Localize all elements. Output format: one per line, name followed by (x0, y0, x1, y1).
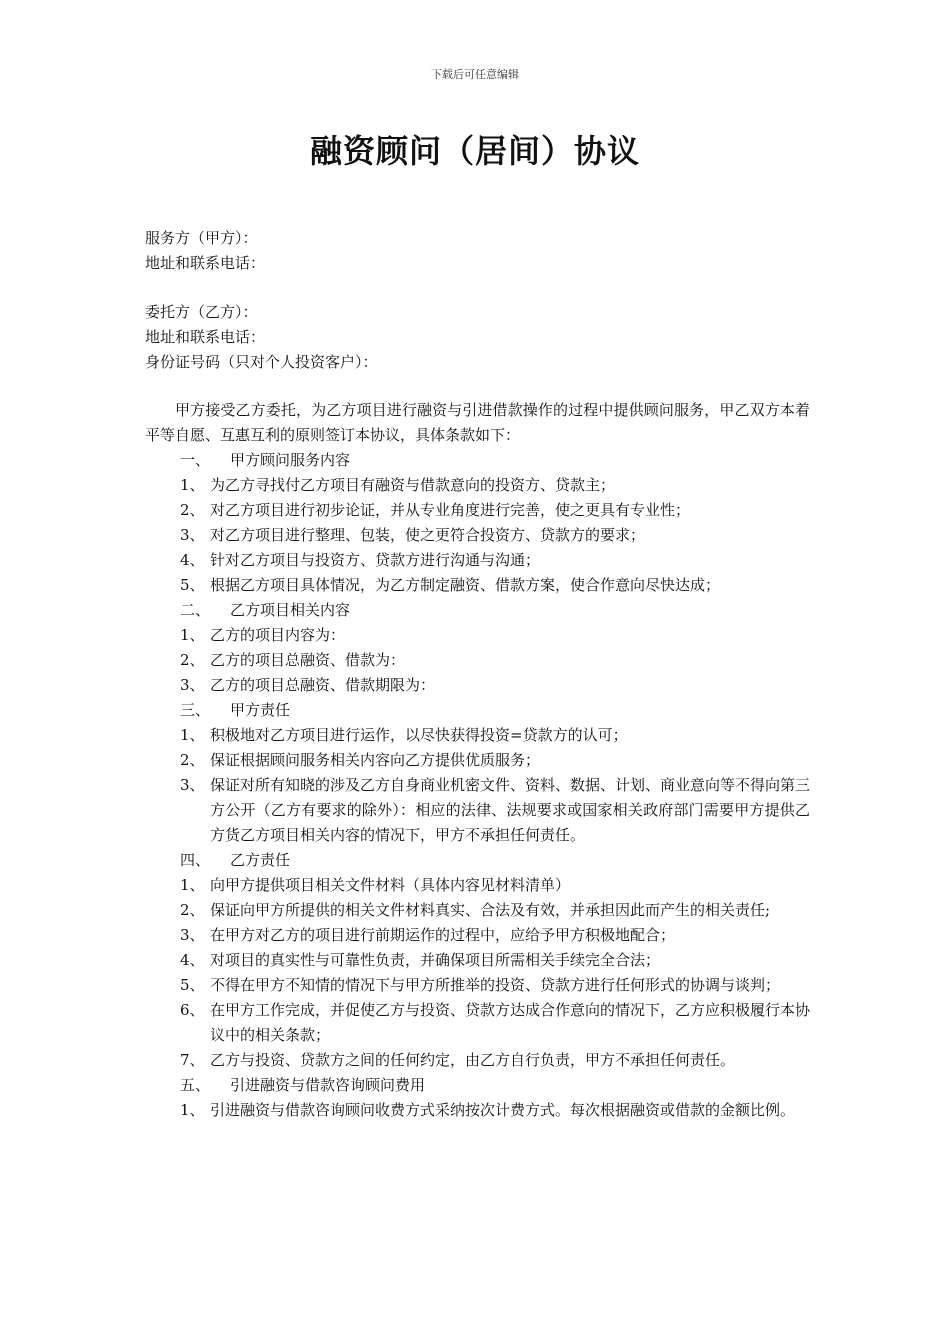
section-number: 二、 (180, 601, 211, 619)
clause-item (145, 573, 810, 598)
clause-item (145, 673, 810, 698)
section-heading (145, 1073, 810, 1098)
clause-number: 3、 (180, 926, 205, 944)
clause-number: 7、 (180, 1051, 205, 1069)
clause-text: 对乙方项目进行整理、包装，使之更符合投资方、贷款方的要求； (210, 526, 646, 544)
section-title: 甲方责任 (230, 701, 291, 719)
clause-item (145, 948, 810, 973)
clause-item (145, 548, 810, 573)
party-b-contact-label: 地址和联系电话： (145, 328, 266, 346)
party-a-label: 服务方（甲方）： (145, 229, 258, 247)
clause-number: 3、 (180, 776, 205, 794)
clause-item (145, 773, 810, 848)
clause-number: 4、 (180, 951, 205, 969)
section-heading (145, 698, 810, 723)
parties-block (145, 226, 815, 375)
section-title: 乙方项目相关内容 (230, 601, 351, 619)
spacer (145, 276, 815, 300)
clause-number: 5、 (180, 576, 205, 594)
section-heading (145, 448, 810, 473)
clause-item (145, 973, 810, 998)
agreement-body (145, 398, 810, 1123)
clause-number: 3、 (180, 526, 205, 544)
section-number: 五、 (180, 1076, 211, 1094)
clause-number: 1、 (180, 876, 205, 894)
clause-item (145, 498, 810, 523)
clause-text: 乙方与投资、贷款方之间的任何约定，由乙方自行负责，甲方不承担任何责任。 (210, 1051, 736, 1069)
clause-item (145, 748, 810, 773)
clause-text: 对乙方项目进行初步论证，并从专业角度进行完善，使之更具有专业性； (210, 501, 691, 519)
clause-number: 1、 (180, 1101, 205, 1119)
clause-text: 在甲方工作完成，并促使乙方与投资、贷款方达成合作意向的情况下，乙方应积极履行本协议中的相关条款； (210, 1001, 811, 1044)
clause-text: 乙方的项目总融资、借款为： (210, 651, 406, 669)
clause-text: 向甲方提供项目相关文件材料（具体内容见材料清单） (210, 876, 571, 894)
clause-text: 乙方的项目总融资、借款期限为： (210, 676, 436, 694)
clause-text: 保证对所有知晓的涉及乙方自身商业机密文件、资料、数据、计划、商业意向等不得向第三方公开（乙方有要求的除外）：相应的法律、法规要求或国家相关政府部门需要甲方提供乙方货乙方项目相关内容的情况下，甲方不承担任何责任。 (210, 776, 811, 844)
clause-item (145, 1098, 810, 1123)
clause-item (145, 648, 810, 673)
clause-text: 积极地对乙方项目进行运作，以尽快获得投资=贷款方的认可； (210, 726, 628, 744)
clause-number: 1、 (180, 626, 205, 644)
clause-text: 在甲方对乙方的项目进行前期运作的过程中，应给予甲方积极地配合； (210, 926, 676, 944)
clause-number: 1、 (180, 726, 205, 744)
party-a-contact-label: 地址和联系电话： (145, 254, 266, 272)
clause-number: 6、 (180, 1001, 205, 1019)
party-b-label: 委托方（乙方）： (145, 303, 258, 321)
header-note: 下载后可任意编辑 (431, 68, 519, 81)
section-title: 引进融资与借款咨询顾问费用 (230, 1076, 426, 1094)
clause-text: 针对乙方项目与投资方、贷款方进行沟通与沟通； (210, 551, 541, 569)
clause-number: 2、 (180, 651, 205, 669)
party-b-id-label: 身份证号码（只对个人投资客户）： (145, 353, 378, 371)
section-heading (145, 848, 810, 873)
section-title: 甲方顾问服务内容 (230, 451, 351, 469)
clause-number: 2、 (180, 901, 205, 919)
clause-item (145, 1048, 810, 1073)
clause-item (145, 723, 810, 748)
section-title: 乙方责任 (230, 851, 291, 869)
section-number: 三、 (180, 701, 211, 719)
clause-number: 5、 (180, 976, 205, 994)
clause-number: 2、 (180, 501, 205, 519)
intro-paragraph: 甲方接受乙方委托，为乙方项目进行融资与引进借款操作的过程中提供顾问服务，甲乙双方本着平等自愿、互惠互利的原则签订本协议，具体条款如下： (145, 401, 810, 444)
clause-text: 保证向甲方所提供的相关文件材料真实、合法及有效，并承担因此而产生的相关责任; (210, 901, 771, 919)
clause-text: 为乙方寻找付乙方项目有融资与借款意向的投资方、贷款主； (210, 476, 616, 494)
clause-item (145, 523, 810, 548)
clause-item (145, 998, 810, 1048)
document-title: 融资顾问（居间）协议 (309, 132, 640, 170)
clause-text: 保证根据顾问服务相关内容向乙方提供优质服务； (210, 751, 541, 769)
clause-text: 不得在甲方不知情的情况下与甲方所推举的投资、贷款方进行任何形式的协调与谈判； (210, 976, 781, 994)
clause-item (145, 473, 810, 498)
clause-number: 3、 (180, 676, 205, 694)
clause-item (145, 623, 810, 648)
sections-container (145, 448, 810, 1123)
clause-text: 乙方的项目内容为： (210, 626, 346, 644)
clause-item (145, 873, 810, 898)
clause-text: 引进融资与借款咨询顾问收费方式采纳按次计费方式。每次根据融资或借款的金额比例。 (210, 1101, 796, 1119)
section-number: 一、 (180, 451, 211, 469)
clause-text: 对项目的真实性与可靠性负责，并确保项目所需相关手续完全合法； (210, 951, 661, 969)
clause-item (145, 923, 810, 948)
clause-item (145, 898, 810, 923)
clause-text: 根据乙方项目具体情况，为乙方制定融资、借款方案，使合作意向尽快达成； (210, 576, 721, 594)
section-heading (145, 598, 810, 623)
clause-number: 1、 (180, 476, 205, 494)
clause-number: 2、 (180, 751, 205, 769)
clause-number: 4、 (180, 551, 205, 569)
section-number: 四、 (180, 851, 211, 869)
